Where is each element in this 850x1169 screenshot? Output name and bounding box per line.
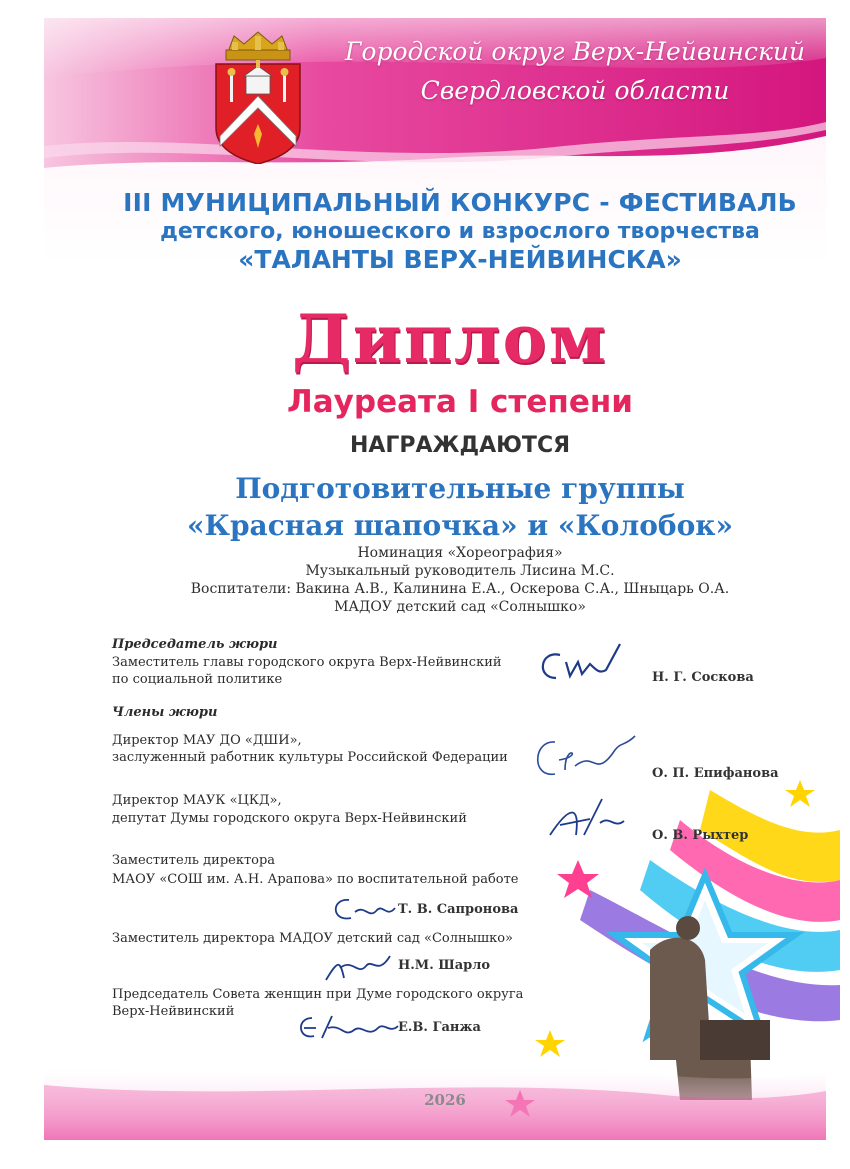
- region-line-1: Городской округ Верх-Нейвинский: [344, 37, 806, 66]
- chair-position-2: по социальной политике: [112, 672, 283, 687]
- laureate-degree: Лауреата I степени: [287, 384, 633, 420]
- diploma-title: Диплом: [292, 300, 608, 378]
- member-1-signature-icon: [525, 730, 645, 785]
- awarded-label: НАГРАЖДАЮТСЯ: [349, 433, 571, 458]
- member-4-name: Н.М. Шарло: [398, 958, 491, 973]
- member-5-position-2: Верх-Нейвинский: [112, 1004, 235, 1019]
- chair-position-1: Заместитель главы городского округа Верх-Нейвинский: [112, 655, 502, 670]
- festival-title: [70, 188, 850, 274]
- member-2-name: О. В. Рыхтер: [652, 828, 749, 843]
- recipients-line-2: «Красная шапочка» и «Колобок»: [187, 509, 733, 542]
- member-1-position-1: Директор МАУ ДО «ДШИ»,: [112, 733, 302, 748]
- member-3-signature-icon: [325, 890, 405, 930]
- member-3-position-1: Заместитель директора: [112, 853, 276, 868]
- member-2-position-2: депутат Думы городского округа Верх-Нейвинский: [112, 811, 467, 826]
- institution: МАДОУ детский сад «Солнышко»: [334, 599, 586, 615]
- member-5-name: Е.В. Ганжа: [398, 1020, 481, 1035]
- coat-of-arms-icon: [210, 30, 306, 164]
- member-2-signature-icon: [540, 795, 630, 845]
- chair-name: Н. Г. Соскова: [652, 670, 754, 685]
- festival-line-3: «ТАЛАНТЫ ВЕРХ-НЕЙВИНСКА»: [238, 245, 682, 274]
- member-5-position-1: Председатель Совета женщин при Думе городского округа: [112, 987, 524, 1002]
- member-4-position-1: Заместитель директора МАДОУ детский сад «Солнышко»: [112, 931, 514, 946]
- member-1-name: О. П. Епифанова: [652, 766, 779, 781]
- chair-heading: Председатель жюри: [112, 637, 278, 652]
- teachers: Воспитатели: Вакина А.В., Калинина Е.А., Оскерова С.А., Шныцарь О.А.: [190, 581, 730, 597]
- member-1-position-2: заслуженный работник культуры Российской Федерации: [112, 750, 508, 765]
- festival-line-2: детского, юношеского и взрослого творчества: [160, 219, 760, 244]
- member-3-position-2: МАОУ «СОШ им. А.Н. Арапова» по воспитательной работе: [112, 872, 519, 887]
- member-3-name: Т. В. Сапронова: [398, 902, 519, 917]
- recipients-line-1: Подготовительные группы: [235, 472, 685, 505]
- member-4-signature-icon: [318, 950, 398, 986]
- chair-signature-icon: [530, 640, 630, 690]
- region-line-2: Свердловской области: [420, 76, 730, 105]
- recipients: [60, 470, 850, 544]
- member-5-signature-icon: [292, 1010, 402, 1046]
- members-heading: Члены жюри: [112, 705, 218, 720]
- region-title: [330, 32, 820, 110]
- award-details: [120, 544, 800, 616]
- festival-line-1: III МУНИЦИПАЛЬНЫЙ КОНКУРС - ФЕСТИВАЛЬ: [123, 188, 797, 217]
- member-2-position-1: Директор МАУК «ЦКД»,: [112, 793, 282, 808]
- nomination: Номинация «Хореография»: [357, 545, 563, 561]
- diploma-year: 2026: [424, 1091, 466, 1109]
- music-director: Музыкальный руководитель Лисина М.С.: [305, 563, 615, 579]
